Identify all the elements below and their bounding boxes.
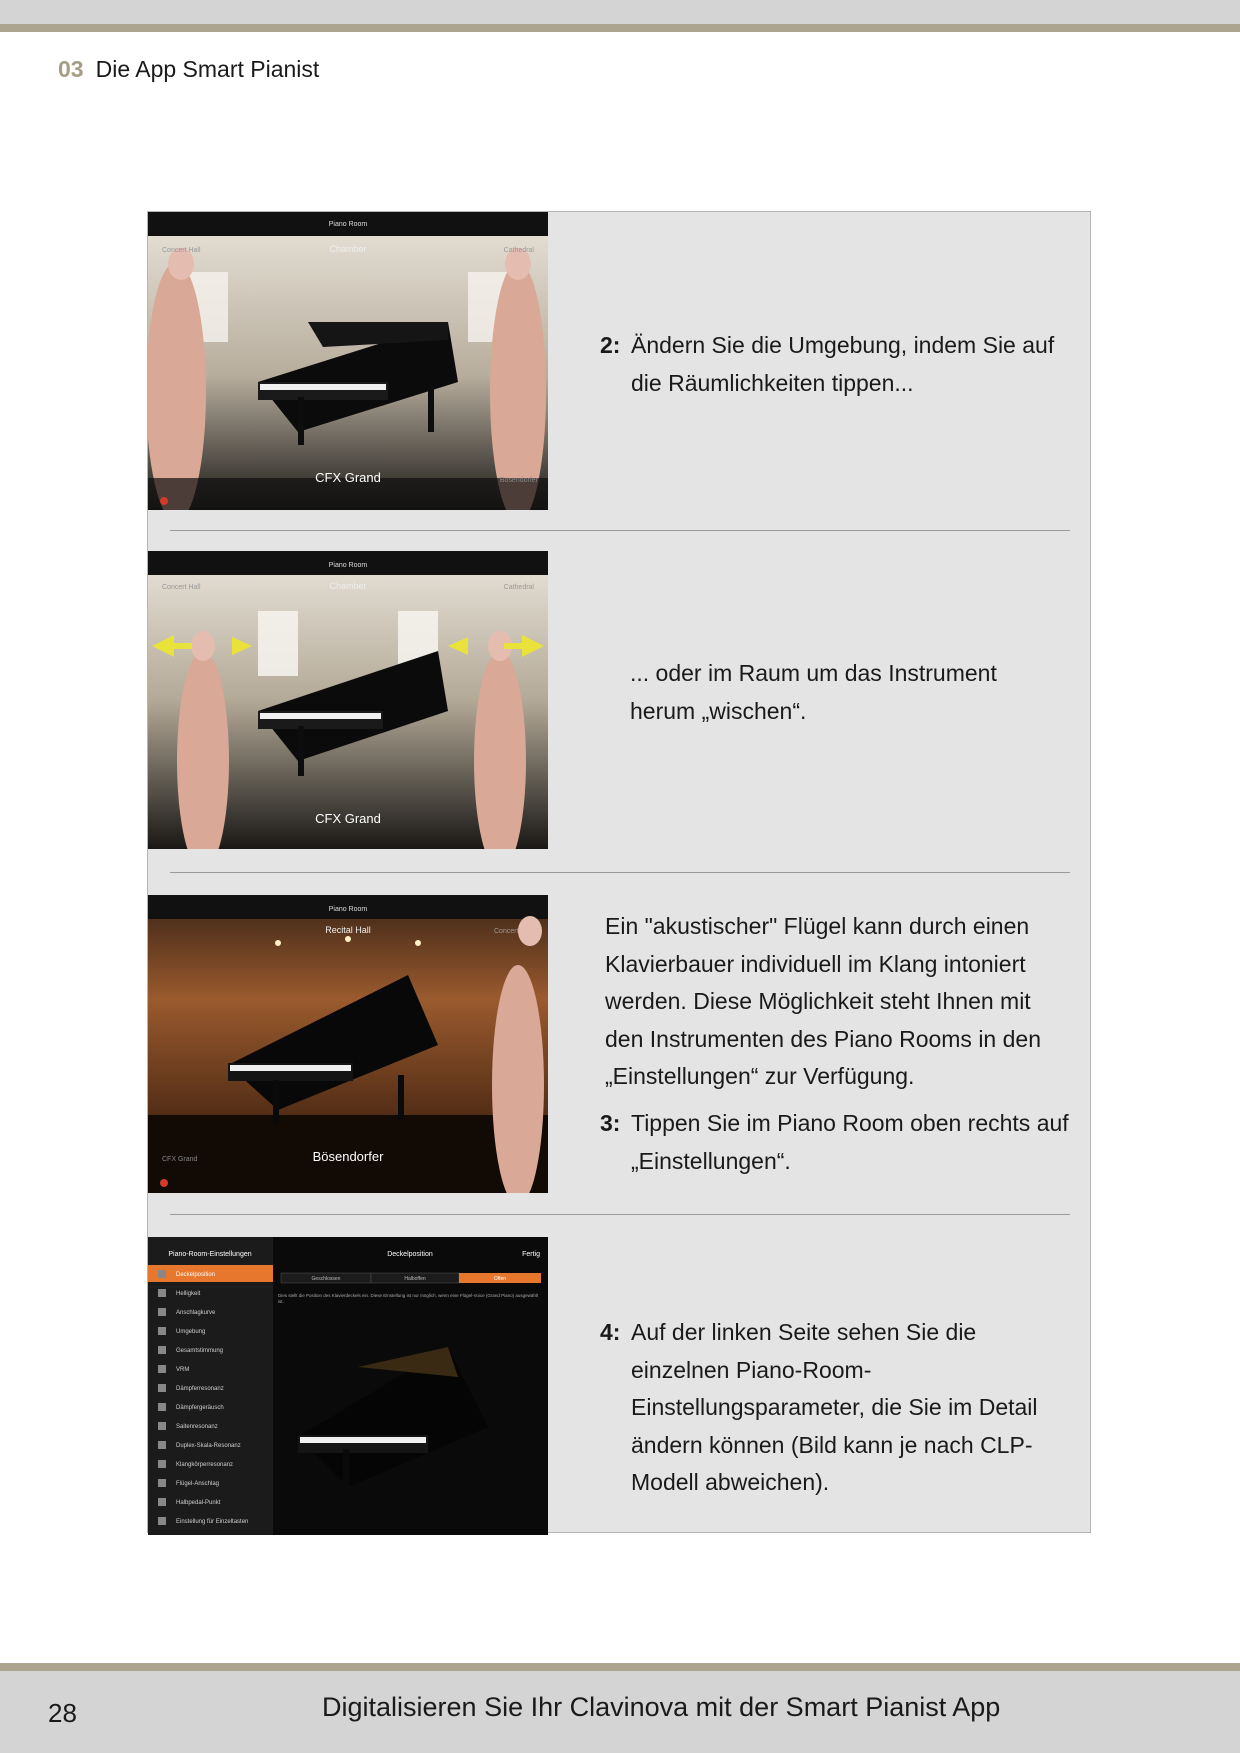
step-4 xyxy=(600,1314,1070,1502)
right-room-label: Concert xyxy=(494,928,519,935)
chapter-number: 03 xyxy=(58,56,84,82)
setting-item: Anschlagkurve xyxy=(176,1310,216,1316)
piano-room-image-1 xyxy=(148,212,548,510)
segment-open: Offen xyxy=(493,1276,507,1282)
piano-label: CFX Grand xyxy=(315,811,381,826)
step-3-number: 3: xyxy=(600,1110,621,1136)
setting-item: Flügel-Anschlag xyxy=(176,1481,220,1487)
left-room-label: Concert Hall xyxy=(162,584,201,591)
step-2-number: 2: xyxy=(600,332,621,358)
screenshot-tap-room xyxy=(148,212,548,510)
bottom-rule xyxy=(0,1663,1240,1671)
settings-image xyxy=(148,1237,548,1535)
top-rule xyxy=(0,24,1240,32)
piano-label: Bösendorfer xyxy=(312,1149,384,1164)
setting-item: Dämpfergeräusch xyxy=(176,1405,224,1411)
chapter-heading xyxy=(58,52,319,86)
done-button: Fertig xyxy=(522,1251,540,1258)
intro-text: Ein "akustischer" Flügel kann durch einen Klavierbauer individuell im Klang intoniert werden. Diese Möglichkeit steht Ihnen mit den Instrumenten des Piano Rooms in den „Einstellungen“ zur Verfügung. xyxy=(605,913,1041,1089)
setting-item: Dämpferresonanz xyxy=(176,1386,224,1392)
segment-closed: Geschlossen xyxy=(311,1276,341,1282)
setting-item: VRM xyxy=(176,1367,190,1373)
page-number: 28 xyxy=(48,1698,77,1728)
footer-title: Digitalisieren Sie Ihr Clavinova mit der Smart Pianist App xyxy=(322,1692,1001,1722)
page-footer xyxy=(0,1671,1240,1753)
screenshot-piano-room-settings xyxy=(148,1237,548,1535)
detail-title: Deckelposition xyxy=(387,1251,433,1258)
step-4-number: 4: xyxy=(600,1319,621,1345)
nav-title: Piano Room xyxy=(328,906,368,913)
room-label: Recital Hall xyxy=(325,925,371,935)
right-room-label: Cathedral xyxy=(503,584,534,591)
segment-half: Halboffen xyxy=(404,1276,426,1282)
step-2-text: Ändern Sie die Umgebung, indem Sie auf die Räumlichkeiten tippen... xyxy=(631,332,1055,396)
setting-item: Gesamtstimmung xyxy=(176,1348,224,1354)
room-label: Chamber xyxy=(329,244,367,254)
setting-item: Umgebung xyxy=(176,1329,206,1335)
piano-label: CFX Grand xyxy=(315,470,381,485)
room-label: Chamber xyxy=(329,581,367,591)
divider-1 xyxy=(170,530,1070,531)
screenshot-settings-access xyxy=(148,895,548,1193)
piano-room-image-2 xyxy=(148,551,548,849)
setting-item: Helligkeit xyxy=(176,1291,201,1297)
setting-item: Deckelposition xyxy=(176,1272,216,1278)
setting-item: Duplex-Skala-Resonanz xyxy=(176,1443,241,1449)
detail-description: Dies stellt die Position des Klavierdeckels ein. Diese Einstellung ist nur möglich, wenn eine Flügel-Voice (Grand Piano) ausgewählt ist. xyxy=(278,1293,539,1304)
step-3 xyxy=(600,1105,1070,1180)
nav-title: Piano Room xyxy=(328,562,368,569)
divider-3 xyxy=(170,1214,1070,1215)
sidebar-title: Piano-Room-Einstellungen xyxy=(168,1251,252,1258)
setting-item: Klangkörperresonanz xyxy=(176,1462,234,1468)
step-4-text: Auf der linken Seite sehen Sie die einzelnen Piano-Room-Einstellungsparameter, die Sie im Detail ändern können (Bild kann je nach CLP-Modell abweichen). xyxy=(631,1319,1038,1495)
piano-room-image-3 xyxy=(148,895,548,1193)
nav-title: Piano Room xyxy=(328,221,368,228)
top-bar xyxy=(0,0,1240,24)
divider-2 xyxy=(170,872,1070,873)
previous-piano-label: CFX Grand xyxy=(162,1156,198,1163)
left-room-label: Concert Hall xyxy=(162,247,201,254)
step-2 xyxy=(600,327,1070,402)
chapter-title: Die App Smart Pianist xyxy=(95,56,320,82)
step-3-text: Tippen Sie im Piano Room oben rechts auf „Einstellungen“. xyxy=(631,1110,1069,1174)
next-piano-label: Bösendorfer xyxy=(499,477,538,484)
setting-item: Saitenresonanz xyxy=(176,1424,218,1430)
swipe-text: ... oder im Raum um das Instrument herum „wischen“. xyxy=(630,660,997,724)
content-panel xyxy=(147,211,1091,1533)
screenshot-swipe-room xyxy=(148,551,548,849)
setting-item: Einstellung für Einzeltasten xyxy=(176,1519,249,1525)
right-room-label: Cathedral xyxy=(503,247,534,254)
setting-item: Halbpedal-Punkt xyxy=(176,1500,221,1506)
